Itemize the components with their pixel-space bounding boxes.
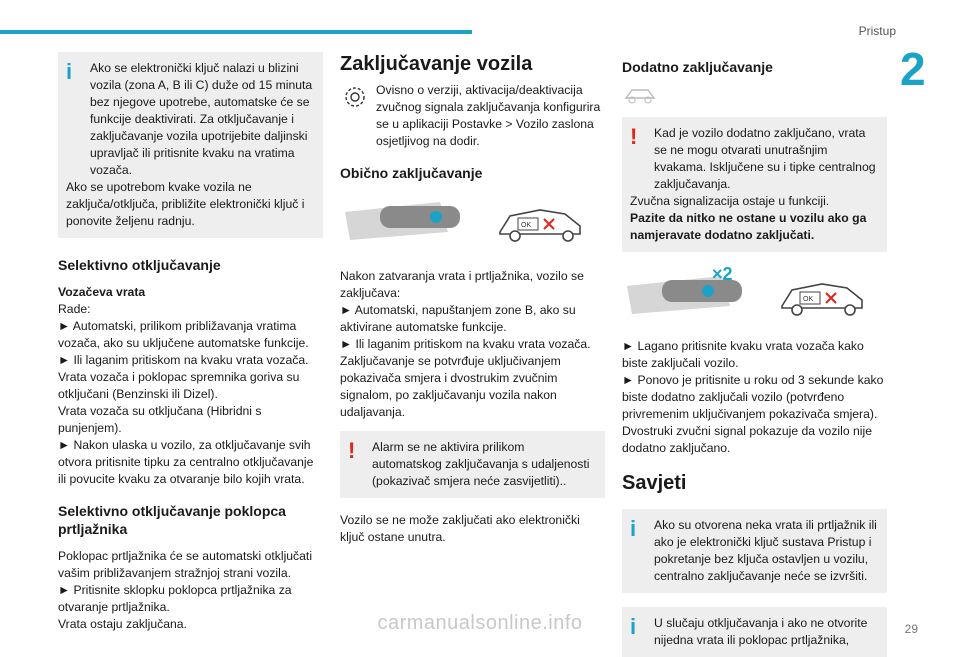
info-icon: i	[630, 516, 637, 541]
x2-label: ×2	[712, 266, 733, 284]
paragraph: ► Nakon ulaska u vozilo, za otključavanje svih otvora pritisnite tipku za centralno otključavanje ili povucite kvaku za otvaranje bilo kojih vrata.	[58, 438, 314, 486]
double-press-illustration	[622, 266, 887, 328]
warning-box	[340, 431, 605, 498]
heading-boot-unlock: Selektivno otključavanje poklopca prtljažnika	[58, 503, 286, 537]
intro-text: Ovisno o verziji, aktivacija/deaktivacija zvučnog signala zaključavanja konfigurira se u aplikaciji Postavke > Vozilo zaslona osjetljivog na dodir.	[376, 83, 601, 148]
tip-text-1: Ako su otvorena neka vrata ili prtljažnik ili ako je elektronički ključ sustava Pristup i pokretanje bez ključa ostavljen u vozilu, centralno zaključavanje neće se izvršiti.	[654, 518, 877, 583]
chapter-number: 2	[900, 43, 926, 95]
paragraph: ► Automatski, napuštanjem zone B, ako su aktivirane automatske funkcije.	[340, 303, 576, 334]
warning-text-2: Zvučna signalizacija ostaje u funkciji.	[630, 194, 830, 208]
handle-illustration	[340, 192, 605, 254]
info-box	[58, 52, 323, 238]
info-box	[622, 509, 887, 593]
heading-normal-locking: Obično zaključavanje	[340, 165, 483, 181]
paragraph: ► Ponovo je pritisnite u roku od 3 sekunde kako biste dodatno zaključali vozilo (potvrđeno privremenim uključivanjem pokazivača smjera).	[622, 373, 884, 421]
paragraph: Rade:	[58, 302, 91, 316]
section-title: Pristup	[858, 24, 896, 38]
heading-selective-unlock: Selektivno otključavanje	[58, 257, 221, 273]
info-text-1: Ako se elektronički ključ nalazi u blizini vozila (zona A, B ili C) duže od 15 minuta bez njegove upotrebe, automatske će se funkcije deaktivirati. Za otključavanje i zaključavanje vozila upotrijebite daljinski upravljač ili pritisnite kvaku na vratima vozača.	[90, 61, 313, 177]
car-icon	[500, 210, 580, 241]
column-1	[58, 52, 323, 633]
driver-door-title: Vozačeva vrata	[58, 285, 146, 299]
paragraph: Vrata vozača i poklopac spremnika goriva su otključani (Benzinski ili Dizel).	[58, 370, 300, 401]
paragraph: Vozilo se ne može zaključati ako elektronički ključ ostane unutra.	[340, 513, 580, 544]
header-accent-bar	[0, 30, 472, 34]
warning-text: Alarm se ne aktivira prilikom automatskog zaključavanja s udaljenosti (pokazivač smjera neće zasvijetliti)..	[372, 440, 590, 488]
car-horn-icon	[622, 82, 658, 106]
column-3	[622, 52, 887, 657]
warning-box	[622, 117, 887, 252]
warning-icon: !	[630, 124, 638, 149]
paragraph: Zaključavanje se potvrđuje uključivanjem pokazivača smjera i dvostrukim zvučnim signalom, po zaključavanju vozila nakon udaljavanja.	[340, 354, 561, 419]
paragraph: ► Automatski, prilikom približavanja vratima vozača, ako su uključene automatske funkcije.	[58, 319, 309, 350]
warning-text-1: Kad je vozilo dodatno zaključano, vrata se ne mogu otvarati unutrašnjim kvakama. Isključene su i tipke centralnog zaključavanja.	[654, 126, 876, 191]
car-icon	[782, 284, 862, 315]
paragraph: ► Ili laganim pritiskom na kvaku vrata vozača.	[340, 337, 591, 351]
info-icon: i	[630, 614, 637, 639]
heading-locking: Zaključavanje vozila	[340, 53, 533, 75]
ok-label: OK	[521, 222, 532, 229]
heading-extra-locking: Dodatno zaključavanje	[622, 59, 773, 75]
ok-label: OK	[803, 296, 814, 303]
page-number: 29	[904, 622, 918, 636]
watermark: carmanualsonline.info	[377, 612, 583, 634]
tip-text-2: U slučaju otključavanja i ako ne otvorite nijedna vrata ili poklopac prtljažnika,	[654, 616, 868, 647]
paragraph: ► Lagano pritisnite kvaku vrata vozača kako biste zaključali vozilo.	[622, 339, 864, 370]
paragraph: Vrata vozača su otključana (Hibridni s punjenjem).	[58, 404, 262, 435]
paragraph: Nakon zatvaranja vrata i prtljažnika, vozilo se zaključava:	[340, 269, 584, 300]
info-icon: i	[66, 59, 73, 84]
info-text-2: Ako se upotrebom kvake vozila ne zaključa/otključa, približite elektronički ključ i ponovite željenu radnju.	[66, 180, 305, 228]
paragraph: ► Ili laganim pritiskom na kvaku vrata vozača.	[58, 353, 309, 367]
heading-tips: Savjeti	[622, 472, 687, 494]
paragraph: Vrata ostaju zaključana.	[58, 617, 187, 631]
column-2	[340, 52, 605, 546]
warning-text-3: Pazite da nitko ne ostane u vozilu ako ga namjeravate dodatno zaključati.	[630, 211, 867, 242]
paragraph: Poklopac prtljažnika će se automatski otključati vašim približavanjem stražnjoj strani vozila.	[58, 549, 313, 580]
paragraph: ► Pritisnite sklopku poklopca prtljažnika za otvaranje prtljažnika.	[58, 583, 292, 614]
warning-icon: !	[348, 438, 356, 463]
settings-gear-icon	[340, 82, 370, 112]
paragraph: Dvostruki zvučni signal pokazuje da vozilo nije dodatno zaključano.	[622, 424, 872, 455]
